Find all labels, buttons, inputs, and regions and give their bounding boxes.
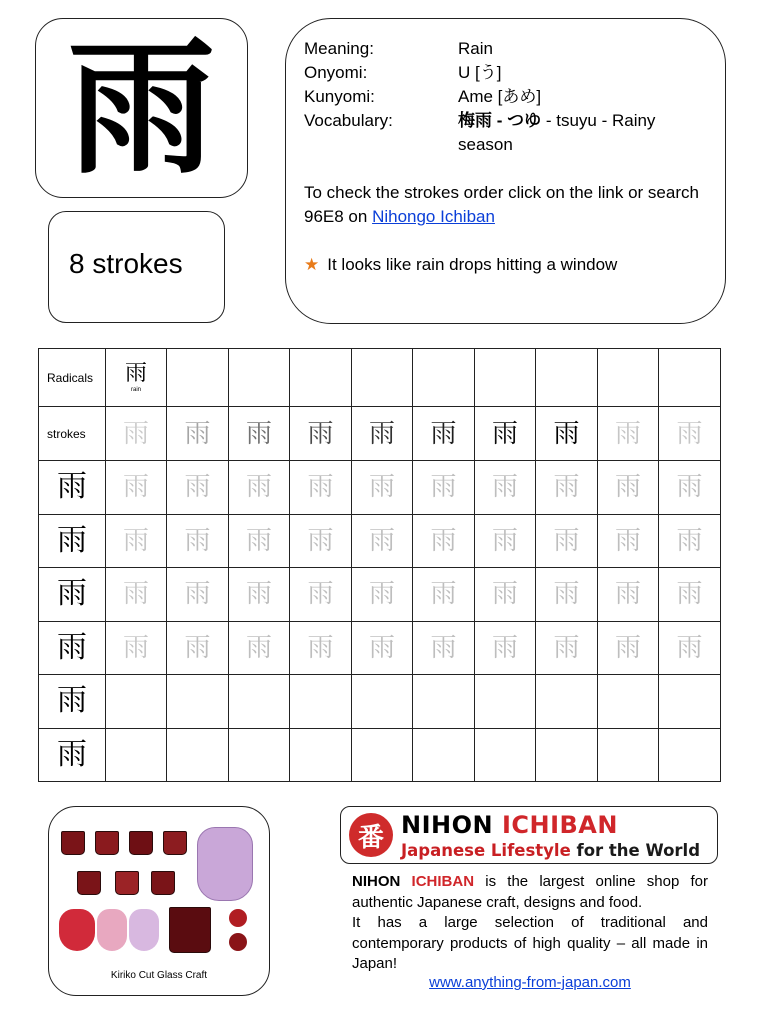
- empty-cell: [598, 349, 659, 407]
- trace-cell: [659, 568, 721, 622]
- trace-cell: [536, 728, 598, 782]
- trace-cell: [536, 621, 598, 675]
- trace-glyph: 雨: [430, 579, 457, 610]
- glass-craft-ad[interactable]: [48, 806, 270, 996]
- trace-cell: [475, 461, 536, 515]
- radicals-label-cell: [39, 349, 106, 407]
- trace-cell: [290, 728, 352, 782]
- model-glyph: 雨: [57, 629, 87, 665]
- stroke-step-glyph: 雨: [368, 418, 395, 449]
- onyomi-label: Onyomi:: [304, 63, 368, 82]
- meaning-row: [304, 37, 705, 61]
- trace-cell: [659, 675, 721, 729]
- stroke-step-cell: [659, 407, 721, 461]
- trace-glyph: 雨: [184, 579, 211, 610]
- trace-glyph: 雨: [368, 579, 395, 610]
- model-glyph: 雨: [57, 576, 87, 612]
- model-cell: [39, 514, 106, 568]
- stroke-step-glyph: 雨: [122, 418, 149, 449]
- trace-glyph: 雨: [184, 632, 211, 663]
- trace-glyph: 雨: [430, 472, 457, 503]
- info-content: [304, 37, 705, 277]
- trace-cell: [229, 675, 290, 729]
- trace-glyph: 雨: [614, 472, 641, 503]
- trace-glyph: 雨: [491, 472, 518, 503]
- trace-cell: [536, 675, 598, 729]
- trace-cell: [229, 621, 290, 675]
- brand-name: [401, 811, 618, 839]
- trace-cell: [290, 461, 352, 515]
- trace-cell: [598, 461, 659, 515]
- desc-ichiban: ICHIBAN: [411, 873, 475, 890]
- tagline-red: Japanese Lifestyle: [401, 841, 571, 860]
- stroke-step-glyph: 雨: [553, 418, 580, 449]
- stroke-step-glyph: 雨: [307, 418, 334, 449]
- stroke-step-glyph: 雨: [184, 418, 211, 449]
- model-cell: [39, 568, 106, 622]
- trace-cell: [290, 514, 352, 568]
- trace-glyph: 雨: [430, 632, 457, 663]
- trace-cell: [352, 621, 413, 675]
- trace-cell: [598, 675, 659, 729]
- empty-cell: [536, 349, 598, 407]
- empty-cell: [659, 349, 721, 407]
- trace-glyph: 雨: [307, 525, 334, 556]
- nihongo-ichiban-link[interactable]: Nihongo Ichiban: [372, 207, 495, 226]
- trace-glyph: 雨: [368, 632, 395, 663]
- star-icon: ★: [304, 255, 320, 274]
- stroke-step-cell: [598, 407, 659, 461]
- trace-cell: [413, 728, 475, 782]
- brand-nihon: NIHON: [401, 811, 494, 839]
- trace-cell: [413, 675, 475, 729]
- model-cell: [39, 728, 106, 782]
- tip-text: It looks like rain drops hitting a window: [327, 255, 618, 274]
- strokes-row-label: strokes: [47, 426, 86, 441]
- practice-grid: [38, 348, 721, 782]
- trace-glyph: 雨: [676, 472, 703, 503]
- model-cell: [39, 675, 106, 729]
- trace-glyph: 雨: [184, 525, 211, 556]
- empty-cell: [413, 349, 475, 407]
- trace-glyph: 雨: [553, 472, 580, 503]
- trace-cell: [659, 621, 721, 675]
- stroke-step-cell: [536, 407, 598, 461]
- trace-cell: [352, 675, 413, 729]
- trace-glyph: 雨: [676, 632, 703, 663]
- model-glyph: 雨: [57, 522, 87, 558]
- trace-cell: [598, 621, 659, 675]
- trace-cell: [536, 461, 598, 515]
- nihon-ichiban-logo: 番: [349, 813, 393, 857]
- trace-glyph: 雨: [614, 579, 641, 610]
- nihon-ichiban-banner[interactable]: [340, 806, 718, 864]
- website-link[interactable]: www.anything-from-japan.com: [429, 974, 631, 991]
- trace-glyph: 雨: [307, 632, 334, 663]
- practice-row: [39, 621, 721, 675]
- trace-cell: [475, 514, 536, 568]
- kanji-card: [35, 18, 248, 198]
- kanji-character: 雨: [67, 20, 216, 194]
- trace-cell: [106, 461, 167, 515]
- trace-glyph: 雨: [614, 632, 641, 663]
- radical-wrap: [106, 360, 166, 393]
- empty-cell: [352, 349, 413, 407]
- vocabulary-label: Vocabulary:: [304, 111, 393, 130]
- trace-cell: [413, 568, 475, 622]
- trace-cell: [106, 728, 167, 782]
- stroke-step-cell: [352, 407, 413, 461]
- stroke-step-glyph: 雨: [491, 418, 518, 449]
- trace-cell: [413, 461, 475, 515]
- trace-glyph: 雨: [184, 472, 211, 503]
- trace-cell: [352, 461, 413, 515]
- stroke-step-cell: [290, 407, 352, 461]
- trace-glyph: 雨: [614, 525, 641, 556]
- trace-cell: [413, 514, 475, 568]
- trace-cell: [659, 728, 721, 782]
- practice-row: [39, 514, 721, 568]
- strokes-card: [48, 211, 225, 323]
- stroke-step-cell: [475, 407, 536, 461]
- stroke-order-row: [39, 407, 721, 461]
- stroke-step-cell: [167, 407, 229, 461]
- glass-gallery-image: [57, 821, 263, 971]
- trace-glyph: 雨: [368, 525, 395, 556]
- trace-glyph: 雨: [676, 579, 703, 610]
- trace-glyph: 雨: [368, 472, 395, 503]
- model-cell: [39, 621, 106, 675]
- vocabulary-reading: - tsuyu - Rainy season: [458, 111, 656, 154]
- trace-cell: [229, 728, 290, 782]
- info-card: [285, 18, 726, 324]
- trace-cell: [352, 728, 413, 782]
- trace-cell: [167, 461, 229, 515]
- trace-cell: [536, 514, 598, 568]
- model-glyph: 雨: [57, 469, 87, 505]
- vocabulary-value: [458, 109, 705, 157]
- trace-cell: [475, 728, 536, 782]
- trace-cell: [167, 728, 229, 782]
- radical-glyph: 雨: [124, 360, 147, 386]
- trace-cell: [659, 514, 721, 568]
- gallery-caption: Kiriko Cut Glass Craft: [110, 970, 208, 981]
- practice-row: [39, 568, 721, 622]
- trace-glyph: 雨: [122, 632, 149, 663]
- trace-cell: [167, 568, 229, 622]
- onyomi-row: [304, 61, 705, 85]
- brand-ichiban: ICHIBAN: [501, 811, 618, 839]
- trace-cell: [598, 728, 659, 782]
- desc-nihon: NIHON: [352, 873, 401, 890]
- stroke-step-glyph: 雨: [245, 418, 272, 449]
- trace-glyph: 雨: [307, 579, 334, 610]
- trace-glyph: 雨: [122, 525, 149, 556]
- trace-cell: [106, 675, 167, 729]
- empty-cell: [167, 349, 229, 407]
- trace-cell: [167, 514, 229, 568]
- trace-cell: [106, 621, 167, 675]
- trace-cell: [229, 514, 290, 568]
- trace-cell: [659, 461, 721, 515]
- trace-cell: [598, 514, 659, 568]
- practice-row: [39, 461, 721, 515]
- model-glyph: 雨: [57, 736, 87, 772]
- tip-row: [304, 253, 705, 277]
- model-cell: [39, 461, 106, 515]
- kunyomi-value: Ame [あめ]: [458, 87, 542, 106]
- radical-cell: [106, 349, 167, 407]
- shop-description: [352, 872, 708, 975]
- stroke-step-cell: [413, 407, 475, 461]
- radicals-label: Radicals: [47, 370, 94, 385]
- trace-cell: [598, 568, 659, 622]
- trace-glyph: 雨: [553, 632, 580, 663]
- trace-glyph: 雨: [245, 632, 272, 663]
- trace-cell: [167, 675, 229, 729]
- trace-glyph: 雨: [676, 525, 703, 556]
- meaning-label: Meaning:: [304, 39, 374, 58]
- trace-glyph: 雨: [122, 472, 149, 503]
- kunyomi-row: [304, 85, 705, 109]
- stroke-count: 8 strokes: [69, 248, 183, 279]
- model-glyph: 雨: [57, 683, 87, 719]
- trace-cell: [352, 568, 413, 622]
- trace-glyph: 雨: [553, 579, 580, 610]
- trace-glyph: 雨: [245, 579, 272, 610]
- trace-cell: [290, 568, 352, 622]
- trace-cell: [106, 514, 167, 568]
- stroke-step-cell: [229, 407, 290, 461]
- trace-cell: [475, 675, 536, 729]
- trace-cell: [352, 514, 413, 568]
- empty-cell: [290, 349, 352, 407]
- trace-cell: [413, 621, 475, 675]
- practice-row: [39, 675, 721, 729]
- vocabulary-kanji: 梅雨 - つゆ: [458, 111, 542, 130]
- trace-glyph: 雨: [430, 525, 457, 556]
- trace-cell: [290, 675, 352, 729]
- trace-glyph: 雨: [307, 472, 334, 503]
- practice-row: [39, 728, 721, 782]
- trace-glyph: 雨: [245, 472, 272, 503]
- stroke-step-glyph: 雨: [676, 418, 703, 449]
- trace-cell: [290, 621, 352, 675]
- trace-glyph: 雨: [122, 579, 149, 610]
- desc-text-1: is the largest online shop for authentic Japanese craft, designs and food.: [352, 873, 708, 911]
- radicals-row: [39, 349, 721, 407]
- strokes-label-cell: [39, 407, 106, 461]
- trace-cell: [229, 461, 290, 515]
- trace-glyph: 雨: [491, 525, 518, 556]
- meaning-value: Rain: [458, 39, 493, 58]
- stroke-step-glyph: 雨: [614, 418, 641, 449]
- trace-glyph: 雨: [245, 525, 272, 556]
- kunyomi-label: Kunyomi:: [304, 87, 375, 106]
- onyomi-value: U [う]: [458, 63, 502, 82]
- radical-meaning: rain: [130, 386, 141, 393]
- stroke-step-cell: [106, 407, 167, 461]
- trace-cell: [167, 621, 229, 675]
- vocabulary-row: [304, 109, 705, 157]
- trace-cell: [536, 568, 598, 622]
- trace-cell: [229, 568, 290, 622]
- trace-cell: [475, 621, 536, 675]
- stroke-step-glyph: 雨: [430, 418, 457, 449]
- trace-cell: [475, 568, 536, 622]
- trace-glyph: 雨: [553, 525, 580, 556]
- stroke-order-note: [304, 181, 705, 229]
- check-text: To check the strokes order click on the link or search 96E8 on: [304, 183, 699, 226]
- trace-cell: [106, 568, 167, 622]
- trace-glyph: 雨: [491, 579, 518, 610]
- trace-glyph: 雨: [491, 632, 518, 663]
- empty-cell: [229, 349, 290, 407]
- brand-tagline: [401, 841, 700, 860]
- tagline-dark: for the World: [570, 841, 701, 860]
- desc-text-2: It has a large selection of traditional and contemporary products of high quality – all made in Japan!: [352, 914, 708, 972]
- empty-cell: [475, 349, 536, 407]
